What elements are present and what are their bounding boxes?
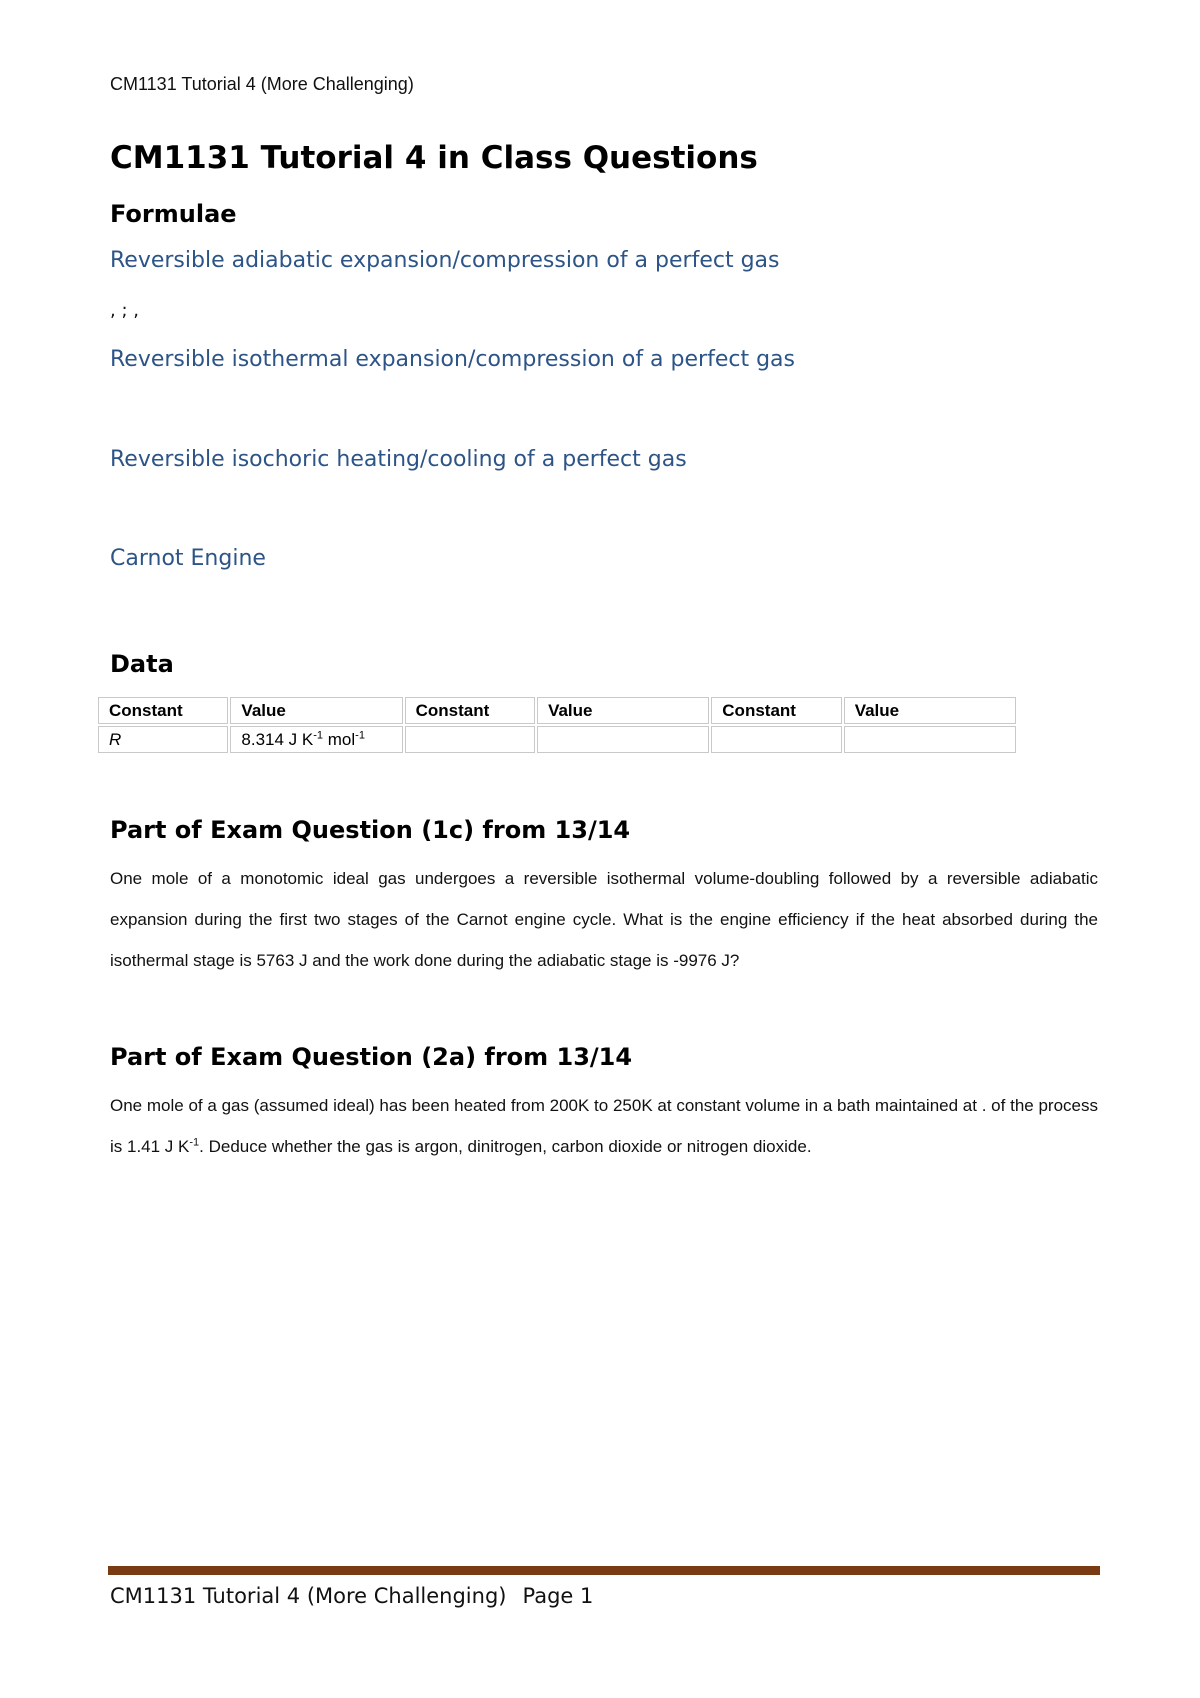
page-title: CM1131 Tutorial 4 in Class Questions [110, 140, 758, 176]
isochoric-heading: Reversible isochoric heating/cooling of a perfect gas [110, 447, 687, 472]
table-row [98, 726, 1016, 753]
value-exponent: -1 [355, 728, 365, 741]
formulae-heading: Formulae [110, 200, 237, 228]
table-cell-constant: R [98, 726, 228, 753]
footer-title: CM1131 Tutorial 4 (More Challenging) [110, 1584, 507, 1608]
footer-rule [108, 1566, 1100, 1575]
table-header-cell: Constant [98, 697, 228, 724]
table-cell-empty [537, 726, 709, 753]
table-cell-empty [405, 726, 535, 753]
carnot-engine-heading: Carnot Engine [110, 546, 266, 571]
adiabatic-formula-text: , ; , [110, 300, 139, 321]
value-exponent: -1 [313, 728, 324, 741]
data-heading: Data [110, 650, 174, 678]
adiabatic-heading: Reversible adiabatic expansion/compression of a perfect gas [110, 248, 780, 273]
table-header-cell: Value [537, 697, 709, 724]
table-header-cell: Value [230, 697, 402, 724]
question-1c-heading: Part of Exam Question (1c) from 13/14 [110, 816, 631, 844]
question-2a-text [110, 1085, 1098, 1167]
table-header-cell: Value [844, 697, 1016, 724]
isothermal-heading: Reversible isothermal expansion/compression of a perfect gas [110, 347, 795, 372]
table-cell-empty [711, 726, 841, 753]
question-1c-text: One mole of a monotomic ideal gas undergoes a reversible isothermal volume-doubling followed by a reversible adiabatic expansion during the first two stages of the Carnot engine cycle. What is the engine efficiency if the heat absorbed during the isothermal stage is 5763 J and the work done during the adiabatic stage is -9976 J? [110, 869, 1098, 970]
unit-exponent: -1 [189, 1136, 200, 1149]
question-2a-heading: Part of Exam Question (2a) from 13/14 [110, 1043, 633, 1071]
value-unit: mol [323, 729, 356, 749]
question-2a-text-part2: . Deduce whether the gas is argon, dinitrogen, carbon dioxide or nitrogen dioxide. [199, 1137, 812, 1156]
value-base: 8.314 J K [241, 729, 314, 749]
table-header-cell: Constant [711, 697, 841, 724]
table-header-row [98, 697, 1016, 724]
table-cell-value [230, 726, 402, 753]
footer [110, 1584, 593, 1608]
page-number: Page 1 [522, 1584, 594, 1608]
constants-table [96, 695, 1018, 755]
table-cell-empty [844, 726, 1016, 753]
question-2a-text-part1: One mole of a gas (assumed ideal) has been heated from 200K to 250K at constant volume in a bath maintained at . of the process is 1.41 J K [110, 1096, 1098, 1156]
table-header-cell: Constant [405, 697, 535, 724]
running-header: CM1131 Tutorial 4 (More Challenging) [110, 74, 414, 94]
